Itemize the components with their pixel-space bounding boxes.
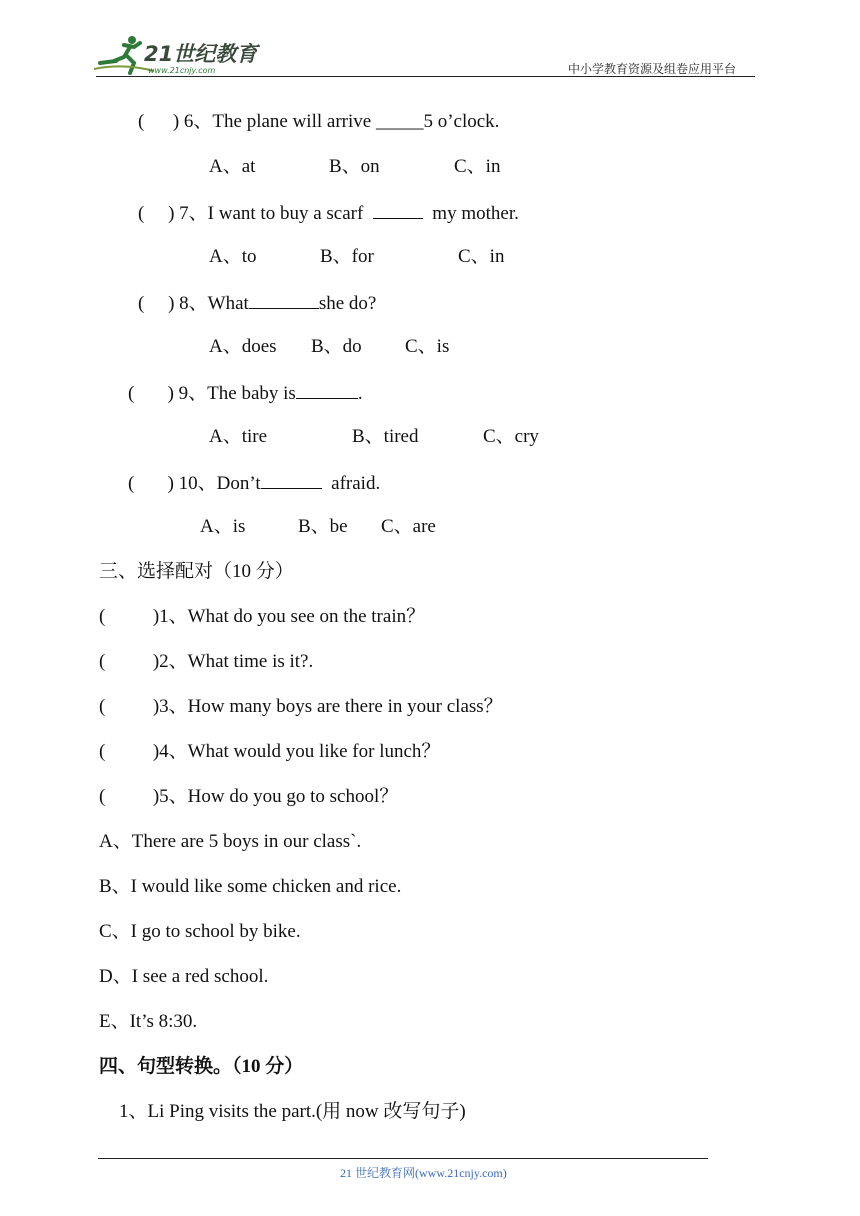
question-stem-end: she do?	[318, 293, 377, 314]
option-a: A、at	[209, 156, 256, 177]
match-item-3	[99, 696, 503, 718]
answer-paren: ( )	[99, 606, 160, 627]
answer-paren: ( )	[99, 696, 160, 717]
question-stem: 9、The baby is	[178, 383, 296, 404]
answer-option-b: B、I would like some chicken and rice.	[99, 876, 402, 897]
footer-text: 21 世纪教育网(www.21cnjy.com)	[340, 1166, 507, 1180]
match-item-4	[99, 741, 440, 763]
option-c: C、in	[454, 156, 501, 177]
question-6	[138, 111, 499, 133]
section-3-title: 三、选择配对（10 分）	[99, 561, 294, 582]
answer-option-e: E、It’s 8:30.	[99, 1011, 198, 1032]
answer-paren: ( )	[128, 383, 174, 404]
logo-text: 21世纪教育	[144, 42, 258, 66]
option-b: B、do	[311, 336, 362, 357]
option-c: C、cry	[483, 426, 539, 447]
question-stem: 10、Don’t	[178, 473, 261, 494]
match-item-1	[99, 606, 425, 628]
question-stem-end: 5 o’clock.	[423, 111, 500, 132]
question-10	[128, 471, 380, 495]
question-stem-end: my mother.	[432, 203, 519, 224]
answer-paren: ( )	[138, 111, 180, 132]
fill-blank	[373, 201, 423, 219]
answer-paren: ( )	[99, 651, 160, 672]
transform-item-1: 1、Li Ping visits the part.(用 now 改写句子)	[119, 1101, 466, 1122]
question-7	[138, 201, 519, 225]
fill-blank	[249, 291, 319, 309]
match-question: 2、What time is it?.	[159, 651, 314, 672]
option-a: A、to	[209, 246, 257, 267]
option-c: C、is	[405, 336, 450, 357]
option-b: B、tired	[352, 426, 419, 447]
question-stem: 8、What	[179, 293, 249, 314]
question-stem-end: afraid.	[331, 473, 381, 494]
answer-paren: ( )	[138, 293, 175, 314]
answer-option-a: A、There are 5 boys in our class`.	[99, 831, 362, 852]
question-stem: 6、The plane will arrive	[183, 111, 376, 132]
question-8	[138, 291, 376, 315]
fill-blank: _____	[375, 111, 424, 132]
option-c: C、are	[381, 516, 436, 537]
option-b: B、on	[329, 156, 380, 177]
match-item-5	[99, 786, 398, 808]
option-b: B、be	[298, 516, 348, 537]
question-9	[128, 381, 363, 405]
option-a: A、is	[200, 516, 246, 537]
answer-option-d: D、I see a red school.	[99, 966, 269, 987]
match-question: 5、How do you go to school？	[159, 786, 399, 807]
footer-divider	[98, 1158, 708, 1159]
match-question: 3、How many boys are there in your class？	[159, 696, 503, 717]
answer-paren: ( )	[99, 786, 160, 807]
option-a: A、tire	[209, 426, 268, 447]
match-question: 4、What would you like for lunch？	[159, 741, 441, 762]
question-stem-end: .	[357, 383, 363, 404]
header-divider	[96, 76, 755, 77]
logo-url: www.21cnjy.com	[148, 66, 216, 75]
section-4-title: 四、句型转换。（10 分）	[99, 1056, 304, 1077]
answer-option-c: C、I go to school by bike.	[99, 921, 301, 942]
question-stem: 7、I want to buy a scarf	[179, 203, 373, 224]
answer-paren: ( )	[128, 473, 174, 494]
match-item-2	[99, 651, 313, 673]
answer-paren: ( )	[99, 741, 160, 762]
option-c: C、in	[458, 246, 505, 267]
fill-blank	[296, 381, 358, 399]
option-b: B、for	[320, 246, 374, 267]
answer-paren: ( )	[138, 203, 175, 224]
option-a: A、does	[209, 336, 277, 357]
fill-blank	[261, 471, 322, 489]
site-logo	[94, 33, 264, 77]
match-question: 1、What do you see on the train？	[159, 606, 426, 627]
site-name: 中小学教育资源及组卷应用平台	[568, 62, 737, 76]
